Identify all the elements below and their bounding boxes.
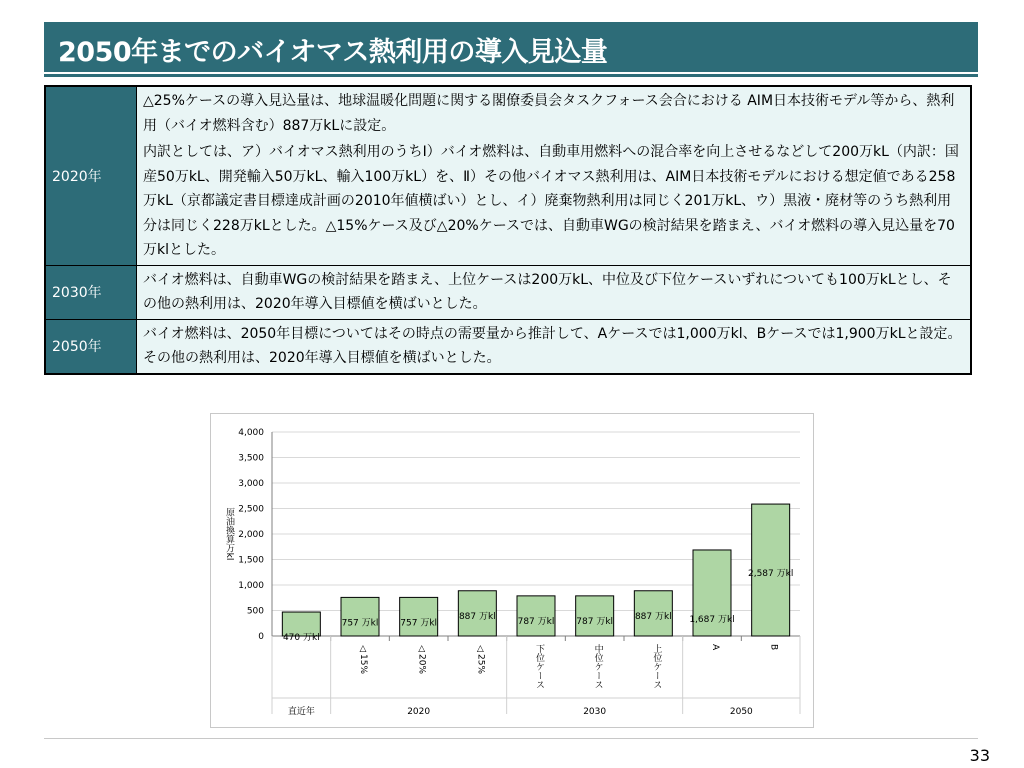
- year-cell: 2050年: [45, 319, 137, 374]
- bar-value-label: 2,587 万kl: [747, 569, 794, 580]
- description-cell: [137, 319, 972, 374]
- bar: [400, 597, 438, 636]
- description-paragraph: バイオ燃料は、2050年目標についてはその時点の需要量から推計して、Aケースでは1,000万kl、Bケースでは1,900万kLと設定。その他の熱利用は、2020年導入目標値を横ばいとした。: [143, 325, 962, 366]
- description-cell: [137, 265, 972, 319]
- x-category-label: △20%: [416, 644, 427, 675]
- x-group-label: 2050: [729, 707, 753, 717]
- x-category-label: B: [768, 644, 779, 651]
- x-category-label: 上位ケース: [651, 644, 662, 689]
- bar-value-label: 787 万kl: [576, 616, 614, 627]
- y-tick-label: 3,500: [238, 453, 264, 464]
- x-group-label: 2030: [583, 707, 607, 717]
- y-tick-label: 500: [246, 606, 264, 617]
- chart-container: [210, 413, 814, 728]
- title-underline: [44, 74, 978, 77]
- x-category-label: 下位ケース: [534, 644, 544, 689]
- y-tick-label: 0: [258, 632, 264, 642]
- bar-chart: [211, 414, 813, 727]
- year-cell: 2020年: [45, 86, 137, 265]
- y-tick-label: 4,000: [238, 428, 264, 438]
- year-cell: 2030年: [45, 265, 137, 319]
- bar-value-label: 470 万kl: [282, 633, 320, 644]
- description-paragraph: 内訳としては、ア）バイオマス熱利用のうちⅠ）バイオ燃料は、自動車用燃料への混合率を向上させるなどして200万kL（内訳：国産50万kL、開発輸入50万kL、輸入100万kL）を、Ⅱ）その他バイオマス熱利用は、AIM日本技術モデルにおける想定値である258万kL（京都議定書目標達成計画の2010年値横ばい）とし、イ）廃棄物熱利用は同じく201万kL、ウ）黒液・廃材等のうち熱利用分は同じく228万kLとした。△15%ケース及び△20%ケースでは、自動車WGの検討結果を踏まえ、バイオ燃料の導入見込量を70万klとした。: [143, 144, 959, 258]
- bar-value-label: 1,687 万kl: [689, 614, 735, 625]
- y-tick-label: 2,500: [238, 504, 264, 515]
- x-category-label: 中位ケース: [592, 644, 603, 689]
- y-tick-label: 1,500: [238, 555, 264, 566]
- y-tick-label: 2,000: [238, 530, 264, 540]
- table-row: [45, 319, 971, 374]
- x-category-label: A: [710, 644, 720, 651]
- page-title: 2050年までのバイオマス熱利用の導入見込量: [58, 37, 608, 68]
- x-group-label: 2020: [407, 707, 431, 717]
- bar-value-label: 887 万kl: [634, 611, 672, 622]
- description-paragraph: △25%ケースの導入見込量は、地球温暖化問題に関する閣僚委員会タスクフォース会合における AIM日本技術モデル等から、熱利用（バイオ燃料含む）887万kLに設定。: [143, 93, 955, 134]
- bar: [341, 597, 379, 636]
- page-number: 33: [969, 746, 990, 765]
- x-group-label: 直近年: [287, 707, 315, 717]
- y-tick-label: 1,000: [238, 581, 264, 591]
- title-bar: [44, 22, 978, 72]
- bar-value-label: 757 万kl: [341, 618, 379, 629]
- table-row: [45, 265, 971, 319]
- table-row: [45, 86, 971, 265]
- x-category-label: △15%: [358, 644, 368, 675]
- summary-table: [44, 85, 972, 375]
- bar-value-label: 787 万kl: [517, 616, 555, 627]
- x-category-label: △25%: [475, 644, 486, 675]
- bar-value-label: 887 万kl: [458, 611, 496, 622]
- bar-value-label: 757 万kl: [400, 618, 438, 629]
- description-cell: [137, 86, 972, 265]
- y-tick-label: 3,000: [238, 479, 264, 489]
- footer-divider: [44, 738, 978, 739]
- description-paragraph: バイオ燃料は、自動車WGの検討結果を踏まえ、上位ケースは200万kL、中位及び下位ケースいずれについても100万kLとし、その他の熱利用は、2020年導入目標値を横ばいとした。: [143, 271, 952, 312]
- y-axis-label: 原油換算万kl: [224, 507, 234, 561]
